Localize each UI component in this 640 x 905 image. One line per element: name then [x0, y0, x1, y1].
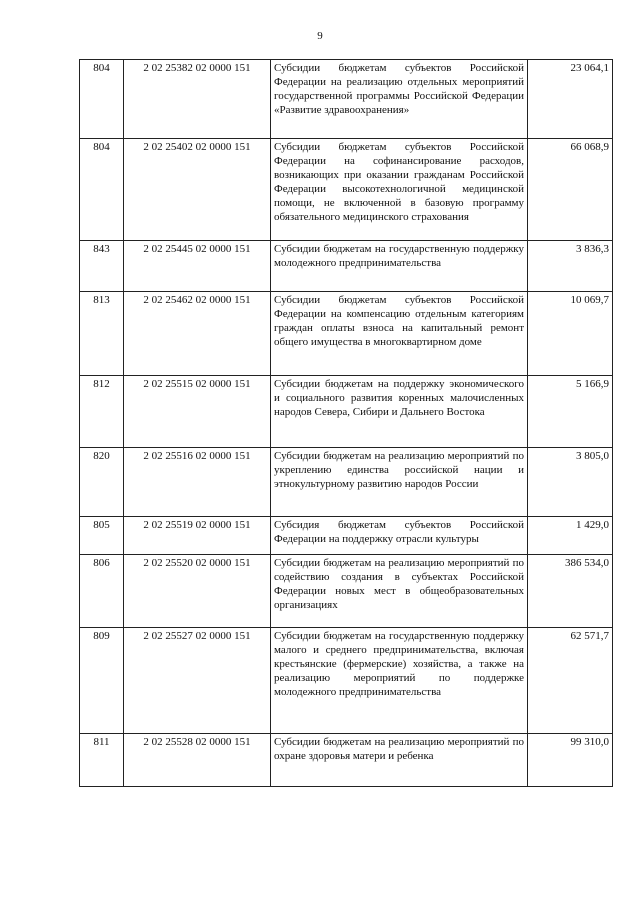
- dept-code-cell: 804: [80, 60, 124, 139]
- budget-code-cell: 2 02 25402 02 0000 151: [124, 139, 271, 241]
- table-row: [80, 292, 613, 376]
- amount-cell: 10 069,7: [528, 292, 613, 376]
- dept-code-cell: 820: [80, 448, 124, 517]
- description-text: Субсидии бюджетам на государственную поддержку молодежного предпринимательства: [274, 243, 524, 269]
- dept-code-cell: 813: [80, 292, 124, 376]
- description-text: Субсидии бюджетам на реализацию мероприятий по содействию создания в субъектах Российской Федерации новых мест в общеобразовательных организациях: [274, 557, 524, 611]
- budget-code-cell: 2 02 25445 02 0000 151: [124, 241, 271, 292]
- dept-code-cell: 812: [80, 376, 124, 448]
- description-text: Субсидии бюджетам субъектов Российской Федерации на компенсацию отдельным категориям граждан оплаты взноса на капитальный ремонт общего имущества в многоквартирном доме: [274, 294, 524, 348]
- budget-code-cell: 2 02 25516 02 0000 151: [124, 448, 271, 517]
- amount-cell: 386 534,0: [528, 555, 613, 628]
- description-cell: [271, 60, 528, 139]
- budget-code-cell: 2 02 25527 02 0000 151: [124, 628, 271, 734]
- table-row: [80, 376, 613, 448]
- budget-code-cell: 2 02 25520 02 0000 151: [124, 555, 271, 628]
- budget-code-cell: 2 02 25515 02 0000 151: [124, 376, 271, 448]
- description-cell: [271, 517, 528, 555]
- description-cell: [271, 292, 528, 376]
- amount-cell: 99 310,0: [528, 734, 613, 787]
- amount-cell: 5 166,9: [528, 376, 613, 448]
- dept-code-cell: 804: [80, 139, 124, 241]
- budget-code-cell: 2 02 25528 02 0000 151: [124, 734, 271, 787]
- budget-table-body: [80, 60, 613, 787]
- table-row: [80, 241, 613, 292]
- description-cell: [271, 139, 528, 241]
- budget-table: [79, 59, 613, 787]
- dept-code-cell: 806: [80, 555, 124, 628]
- dept-code-cell: 843: [80, 241, 124, 292]
- description-cell: [271, 376, 528, 448]
- description-cell: [271, 555, 528, 628]
- description-text: Субсидии бюджетам на государственную поддержку малого и среднего предпринимательства, включая крестьянские (фермерские) хозяйства, а также на реализацию мероприятий по поддержке молодежного предпринимательства: [274, 630, 524, 698]
- description-text: Субсидии бюджетам субъектов Российской Федерации на софинансирование расходов, возникающих при оказании гражданам Российской Федерации высокотехнологичной медицинской помощи, не включенной в базовую программу обязательного медицинского страхования: [274, 141, 524, 223]
- description-text: Субсидии бюджетам субъектов Российской Федерации на реализацию отдельных мероприятий государственной программы Российской Федерации «Развитие здравоохранения»: [274, 62, 524, 116]
- description-cell: [271, 241, 528, 292]
- table-row: [80, 139, 613, 241]
- description-text: Субсидии бюджетам на поддержку экономического и социального развития коренных малочисленных народов Севера, Сибири и Дальнего Востока: [274, 378, 524, 418]
- description-text: Субсидия бюджетам субъектов Российской Федерации на поддержку отрасли культуры: [274, 519, 524, 545]
- amount-cell: 62 571,7: [528, 628, 613, 734]
- budget-code-cell: 2 02 25519 02 0000 151: [124, 517, 271, 555]
- description-cell: [271, 448, 528, 517]
- description-text: Субсидии бюджетам на реализацию мероприятий по охране здоровья матери и ребенка: [274, 736, 524, 762]
- description-text: Субсидии бюджетам на реализацию мероприятий по укреплению единства российской нации и этнокультурному развитию народов России: [274, 450, 524, 490]
- dept-code-cell: 805: [80, 517, 124, 555]
- amount-cell: 3 805,0: [528, 448, 613, 517]
- table-row: [80, 517, 613, 555]
- dept-code-cell: 809: [80, 628, 124, 734]
- amount-cell: 1 429,0: [528, 517, 613, 555]
- amount-cell: 23 064,1: [528, 60, 613, 139]
- amount-cell: 66 068,9: [528, 139, 613, 241]
- table-row: [80, 448, 613, 517]
- description-cell: [271, 628, 528, 734]
- amount-cell: 3 836,3: [528, 241, 613, 292]
- table-row: [80, 628, 613, 734]
- budget-code-cell: 2 02 25462 02 0000 151: [124, 292, 271, 376]
- table-row: [80, 734, 613, 787]
- budget-code-cell: 2 02 25382 02 0000 151: [124, 60, 271, 139]
- table-row: [80, 60, 613, 139]
- dept-code-cell: 811: [80, 734, 124, 787]
- description-cell: [271, 734, 528, 787]
- page-number: 9: [317, 30, 323, 42]
- table-row: [80, 555, 613, 628]
